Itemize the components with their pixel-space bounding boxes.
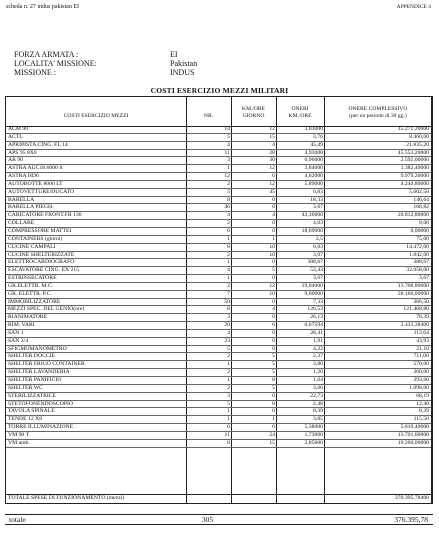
cell-nr: 4 xyxy=(227,267,230,274)
cell-km-giorno: 1 xyxy=(272,416,275,423)
cell-nr: 1 xyxy=(227,408,230,415)
cell-nr: 4 xyxy=(227,329,230,336)
cell-nr: 1 xyxy=(227,275,230,282)
cell-nr: 3 xyxy=(227,392,230,399)
cell-name: CONTAINERS (giorni) xyxy=(8,235,63,242)
table-row xyxy=(6,252,431,260)
col-header-oneri-km: KM./ORE xyxy=(288,113,312,119)
cell-onere: 43,93 xyxy=(416,337,429,344)
cell-nr: 8 xyxy=(227,306,230,313)
table-row xyxy=(6,306,431,314)
cell-name: SHELTER PANIFICIO xyxy=(8,377,62,383)
cell-onere: 75,00 xyxy=(416,235,429,242)
cell-km-giorno: 0 xyxy=(272,337,275,344)
cell-nr: 4 xyxy=(227,212,230,219)
cell-name: ASTRA HD6 xyxy=(8,173,39,180)
table-row xyxy=(6,361,431,369)
cell-oneri: 5,38000 xyxy=(304,424,323,431)
cell-nr: 5 xyxy=(227,188,230,195)
cell-oneri: 3,66 xyxy=(313,384,323,391)
cell-nr: 46 xyxy=(224,204,230,211)
table-row xyxy=(6,244,431,252)
cell-oneri: 8,39 xyxy=(313,408,323,415)
cell-nr: 12 xyxy=(224,173,230,180)
cell-km-giorno: 10 xyxy=(269,251,275,258)
cell-name: VM 90 T xyxy=(8,431,30,438)
cell-nr: 8 xyxy=(227,196,230,203)
cell-onere: 4.240,80000 xyxy=(400,180,429,187)
cell-oneri: 3,80 xyxy=(313,361,323,368)
table-row xyxy=(6,204,431,212)
grand-total-label: totale xyxy=(9,515,26,524)
cell-name: CUCINE CAMPALI xyxy=(8,243,56,250)
cell-onere: 9.979,20000 xyxy=(400,173,429,180)
cell-nr: 2 xyxy=(227,353,230,360)
cell-name: SHELTER DOCCIE xyxy=(8,353,56,360)
table-header xyxy=(6,97,431,127)
cell-oneri: 6,03 xyxy=(313,243,323,250)
cell-oneri: 3,84000 xyxy=(304,165,323,172)
cell-onere: 78,39 xyxy=(416,314,429,321)
cell-name: AUTOBOTTE 8000 LT xyxy=(8,180,63,187)
cell-km-giorno: 0 xyxy=(272,329,275,336)
table-row xyxy=(6,259,431,267)
cell-name: AUTOVETTURE/DUCATO xyxy=(8,188,75,195)
cell-onere: 115,50 xyxy=(413,416,429,423)
cell-onere: 8,06 xyxy=(419,220,429,227)
table-row xyxy=(6,173,431,181)
table-row xyxy=(6,220,431,228)
cell-onere: 121.468,80 xyxy=(403,306,429,313)
table-row xyxy=(6,424,431,432)
cell-km-giorno: 8 xyxy=(272,377,275,383)
scheda-header: scheda n. 27 indus pakistan EI xyxy=(6,4,79,10)
cell-oneri: 2,48 xyxy=(313,400,323,407)
cell-name: COLLARE xyxy=(8,220,35,227)
cell-onere: 68,19 xyxy=(416,392,429,399)
meta-label: MISSIONE : xyxy=(14,68,57,77)
cell-km-giorno: 12 xyxy=(269,165,275,172)
meta-value: Pakistan xyxy=(170,59,198,68)
table-row xyxy=(6,283,431,291)
table-row xyxy=(6,314,431,322)
table-row xyxy=(6,416,431,424)
cell-onere: 13.708,80000 xyxy=(397,282,429,289)
cell-nr: 2 xyxy=(227,369,230,376)
cell-nr: 3 xyxy=(227,314,230,321)
cell-oneri: 0,83 xyxy=(313,188,323,195)
cell-name: IMMOBILIZZATORE xyxy=(8,298,61,305)
meta-row xyxy=(14,68,197,77)
cell-name: APRIPISTA CING. FL 14 xyxy=(8,141,68,148)
table-row xyxy=(6,126,431,134)
cell-oneri: 1,64 xyxy=(313,377,323,383)
cell-nr: 50 xyxy=(224,298,230,305)
cell-onere: 13.701,60000 xyxy=(397,431,429,438)
cell-nr: 23 xyxy=(224,337,230,344)
cell-nr: 6 xyxy=(227,424,230,431)
cell-km-giorno: 5 xyxy=(272,369,275,376)
cell-name: SHELTER FRIGO CONTAINER xyxy=(8,361,85,368)
cell-name: COMPRESSORE MATTEI xyxy=(8,227,72,234)
cell-km-giorno: 0 xyxy=(272,345,275,352)
cell-nr: 1 xyxy=(227,377,230,383)
cell-name: CARICATORE FRONT.FR 130 xyxy=(8,212,82,219)
table-row xyxy=(6,338,431,346)
cell-km-giorno: 5 xyxy=(272,361,275,368)
cell-name: TENDE 12 X8 xyxy=(8,416,43,423)
cell-nr: 1 xyxy=(227,416,230,423)
cell-oneri: 2,37 xyxy=(313,353,323,360)
table-body xyxy=(6,126,431,448)
table-row xyxy=(6,142,431,150)
cell-onere: 32.058,00 xyxy=(406,267,429,274)
cell-name: ELETTROCARDIOGRAFO xyxy=(8,259,75,266)
cell-oneri: 45,49 xyxy=(310,141,323,148)
cell-onere: 21,10 xyxy=(416,345,429,352)
cell-name: BARELLA PIEGH. xyxy=(8,204,54,211)
table-row xyxy=(6,299,431,307)
cell-onere: 15.271,20000 xyxy=(397,126,429,132)
cell-km-giorno: 0 xyxy=(272,204,275,211)
cell-nr: 14 xyxy=(224,126,230,132)
table-row xyxy=(6,165,431,173)
mission-info xyxy=(14,50,197,77)
cell-nr: 2 xyxy=(227,384,230,391)
cell-name: STETOFONENDOSCOPIO xyxy=(8,400,73,407)
cell-onere: 20.160,00000 xyxy=(397,290,429,297)
total-expenses-row xyxy=(6,494,431,503)
cell-oneri: 2,85000 xyxy=(304,439,323,446)
cell-nr: 2 xyxy=(227,251,230,258)
cell-nr: 8 xyxy=(227,243,230,250)
cell-km-giorno: 10 xyxy=(269,290,275,297)
table-row xyxy=(6,322,431,330)
cell-onere: 5.810,40000 xyxy=(400,424,429,431)
cell-km-giorno: 0 xyxy=(272,400,275,407)
cell-nr: 4 xyxy=(227,141,230,148)
col-header-nr: NR. xyxy=(203,113,214,119)
cell-onere: 360,00 xyxy=(413,369,429,376)
cell-nr: 5 xyxy=(227,345,230,352)
cell-name: MEZZI SPEC. DEL GENIO(ore) xyxy=(8,306,85,313)
cell-onere: 45.553,20000 xyxy=(397,149,429,156)
cell-onere: 570,00 xyxy=(413,361,429,368)
cell-km-giorno: 6 xyxy=(272,424,275,431)
cell-nr: 2 xyxy=(227,180,230,187)
cell-name: SHELTER WC xyxy=(8,384,43,391)
grand-total-count: 305 xyxy=(201,515,214,524)
cell-onere: 20.812,80000 xyxy=(397,212,429,219)
cell-onere: 2.592,00000 xyxy=(400,157,429,164)
cell-oneri: 19,04000 xyxy=(301,282,323,289)
cell-nr: 2 xyxy=(227,220,230,227)
cell-onere: 21.835,20 xyxy=(406,141,429,148)
table-row xyxy=(6,236,431,244)
meta-row xyxy=(14,50,197,59)
meta-label: FORZA ARMATA : xyxy=(14,50,79,59)
meta-label: LOCALITA' MISSIONE: xyxy=(14,59,97,68)
cell-km-giorno: 12 xyxy=(269,282,275,289)
cell-km-giorno: 0 xyxy=(272,220,275,227)
cell-name: GR. ELETTR. P.C. xyxy=(8,290,52,297)
cell-km-giorno: 15 xyxy=(269,439,275,446)
cell-name: VM amb. xyxy=(8,439,30,446)
table-row xyxy=(6,346,431,354)
cell-nr: 6 xyxy=(227,227,230,234)
cell-onere: 711,00 xyxy=(413,353,429,360)
cell-oneri: 26,13 xyxy=(310,314,323,321)
grand-total-bar xyxy=(5,514,433,525)
table-row xyxy=(6,385,431,393)
table-row xyxy=(6,267,431,275)
cell-nr: 8 xyxy=(227,439,230,446)
cell-km-giorno: 0 xyxy=(272,259,275,266)
cell-onere: 14.472,00 xyxy=(406,243,429,250)
cell-km-giorno: 4 xyxy=(272,141,275,148)
table-row xyxy=(6,369,431,377)
cell-km-giorno: 0 xyxy=(272,227,275,234)
cell-name: BARELLA xyxy=(8,196,35,203)
col-header-periodo: (per un periodo di 30 gg.) xyxy=(349,113,407,119)
cell-onere: 5.602,50 xyxy=(409,188,429,195)
cell-name: CUCINE SHELTERIZZATE xyxy=(8,251,75,258)
cell-nr: 20 xyxy=(224,322,230,329)
table-row xyxy=(6,377,431,385)
cell-km-giorno: 0 xyxy=(272,298,275,305)
cell-km-giorno: 28 xyxy=(269,149,275,156)
cell-oneri: 18,69000 xyxy=(301,227,323,234)
cell-oneri: 2,5 xyxy=(315,235,323,242)
cell-onere: 3,67 xyxy=(419,275,429,282)
cell-oneri: 1,73000 xyxy=(304,431,323,438)
table-row xyxy=(6,181,431,189)
cell-km-giorno: 24 xyxy=(269,431,275,438)
table-row xyxy=(6,353,431,361)
cell-onere: 0,00000 xyxy=(410,227,429,234)
cell-km-giorno: 10 xyxy=(269,243,275,250)
cell-name: TORRE ILLUMINAZIONE xyxy=(8,424,74,431)
cell-name: APS 95 8X8 xyxy=(8,149,37,156)
cell-nr: 1 xyxy=(227,165,230,172)
cell-km-giorno: 0 xyxy=(272,408,275,415)
cell-name: ACTL xyxy=(8,133,23,140)
cell-name: RIM. VARI xyxy=(8,322,35,329)
cell-nr: 1 xyxy=(227,259,230,266)
cell-nr: 2 xyxy=(227,282,230,289)
cell-oneri: 0,67594 xyxy=(304,322,323,329)
cell-onere: 1.842,00 xyxy=(409,251,429,258)
cell-km-giorno: 4 xyxy=(272,306,275,313)
cell-name: AR 90 xyxy=(8,157,24,164)
cell-onere: 1.382,40000 xyxy=(400,165,429,172)
table-row xyxy=(6,212,431,220)
cell-km-giorno: 12 xyxy=(269,126,275,132)
cell-km-giorno: 12 xyxy=(269,180,275,187)
cell-onere: 12,40 xyxy=(416,400,429,407)
cell-oneri: 126,53 xyxy=(307,306,323,313)
cell-name: RIANIMATORE xyxy=(8,314,48,321)
cell-oneri: 4,22 xyxy=(313,345,323,352)
cell-oneri: 3,67 xyxy=(313,275,323,282)
col-header-oneri: ONERI xyxy=(291,106,309,112)
table-row xyxy=(6,330,431,338)
cell-oneri: 22,73 xyxy=(310,392,323,399)
table-row xyxy=(6,134,431,142)
cell-name: SFIGMOMANOMETRO xyxy=(8,345,67,352)
cell-km-giorno: 0 xyxy=(272,392,275,399)
appendix-label: APPENDICE 4 xyxy=(396,4,431,10)
cell-name: ACM 90 xyxy=(8,126,29,132)
cell-oneri: 3,85 xyxy=(313,416,323,423)
cell-nr: 7 xyxy=(227,290,230,297)
cell-onere: 113,64 xyxy=(413,329,429,336)
cell-nr: 5 xyxy=(227,133,230,140)
page-title: COSTI ESERCIZIO MEZZI MILITARI xyxy=(150,86,289,95)
cell-onere: 366,50 xyxy=(413,298,429,305)
table-row xyxy=(6,157,431,165)
col-header-giorno: GIORNO xyxy=(242,113,265,119)
grand-total-value: 376.395,78 xyxy=(394,515,428,524)
cell-onere: 2.433,38400 xyxy=(400,322,429,329)
cell-name: SHELTER LAVANDERIA xyxy=(8,369,70,376)
col-header-kmore: KM./ORE xyxy=(241,106,266,112)
cell-km-giorno: 45 xyxy=(269,188,275,195)
cell-oneri: 5,89000 xyxy=(304,180,323,187)
cell-onere: 10.260,00000 xyxy=(397,439,429,446)
table-row xyxy=(6,432,431,440)
cell-km-giorno: 0 xyxy=(272,196,275,203)
cell-name: GR.ELETTR. M.C. xyxy=(8,282,54,289)
cell-name: SAN 1 xyxy=(8,329,24,336)
col-header-name: COSTI ESERCIZIO MEZZI xyxy=(63,113,129,119)
table-row xyxy=(6,197,431,205)
cell-km-giorno: 4 xyxy=(272,212,275,219)
cell-name: ESTRINSECATORE xyxy=(8,275,57,282)
cell-name: TAVOLA SPINALE xyxy=(8,408,55,415)
cell-nr: 3 xyxy=(227,157,230,164)
cell-km-giorno: 5 xyxy=(272,353,275,360)
cell-onere: 1.098,00 xyxy=(409,384,429,391)
cell-oneri: 18,33 xyxy=(310,196,323,203)
table-row xyxy=(6,408,431,416)
cell-km-giorno: 6 xyxy=(272,173,275,180)
cell-oneri: 43,36000 xyxy=(301,212,323,219)
cell-oneri: 53,43 xyxy=(310,267,323,274)
cell-oneri: 3,76 xyxy=(313,133,323,140)
table-row xyxy=(6,393,431,401)
table-row xyxy=(6,228,431,236)
cell-oneri: 388,67 xyxy=(307,259,323,266)
cell-km-giorno: 1 xyxy=(272,235,275,242)
meta-value: EI xyxy=(170,50,178,59)
cell-name: SAN 3/4 xyxy=(8,337,29,344)
total-label: TOTALE SPESE DI FUNZIONAMENTO (mezzi) xyxy=(8,495,125,501)
cell-nr: 5 xyxy=(227,400,230,407)
cell-oneri: 4,62000 xyxy=(304,173,323,180)
cell-oneri: 4,93000 xyxy=(304,149,323,156)
table-row xyxy=(6,150,431,158)
cell-onere: 8.460,00 xyxy=(409,133,429,140)
cell-oneri: 1,91 xyxy=(313,337,323,344)
cell-onere: 146,64 xyxy=(413,196,429,203)
cell-km-giorno: 0 xyxy=(272,275,275,282)
cell-nr: 1 xyxy=(227,235,230,242)
cell-name: ASTRA AUC18.6000 lt xyxy=(8,165,63,172)
cell-oneri: 4,03 xyxy=(313,220,323,227)
cell-onere: 8,39 xyxy=(419,408,429,415)
cell-km-giorno: 30 xyxy=(269,157,275,164)
col-header-onere: ONERE COMPLESSIVO xyxy=(348,106,408,112)
table-row xyxy=(6,189,431,197)
cell-oneri: 28,41 xyxy=(310,329,323,336)
cell-oneri: 3,07 xyxy=(313,251,323,258)
cell-km-giorno: 6 xyxy=(272,322,275,329)
cell-km-giorno: 15 xyxy=(269,133,275,140)
cell-onere: 388,67 xyxy=(413,259,429,266)
cell-nr: 1 xyxy=(227,361,230,368)
costs-table xyxy=(5,96,433,504)
cell-oneri: 9,60000 xyxy=(304,290,323,297)
table-row xyxy=(6,401,431,409)
cell-oneri: 3,03000 xyxy=(304,126,323,132)
cell-nr: 11 xyxy=(224,431,230,438)
cell-nr: 11 xyxy=(224,149,230,156)
cell-km-giorno: 0 xyxy=(272,314,275,321)
cell-oneri: 3,67 xyxy=(313,204,323,211)
table-row xyxy=(6,291,431,299)
total-value: 376.395,78400 xyxy=(394,495,429,501)
cell-km-giorno: 5 xyxy=(272,384,275,391)
cell-onere: 393,60 xyxy=(413,377,429,383)
table-row xyxy=(6,440,431,448)
table-row xyxy=(6,275,431,283)
cell-onere: 168,82 xyxy=(413,204,429,211)
cell-km-giorno: 5 xyxy=(272,267,275,274)
cell-oneri: 0,96000 xyxy=(304,157,323,164)
cell-name: ESCAVATORE CING. EX 215 xyxy=(8,267,80,274)
cell-oneri: 1,20 xyxy=(313,369,323,376)
cell-oneri: 7,33 xyxy=(313,298,323,305)
meta-row xyxy=(14,59,197,68)
cell-name: STERILIZZATRICE xyxy=(8,392,57,399)
meta-value: INDUS xyxy=(170,68,195,77)
